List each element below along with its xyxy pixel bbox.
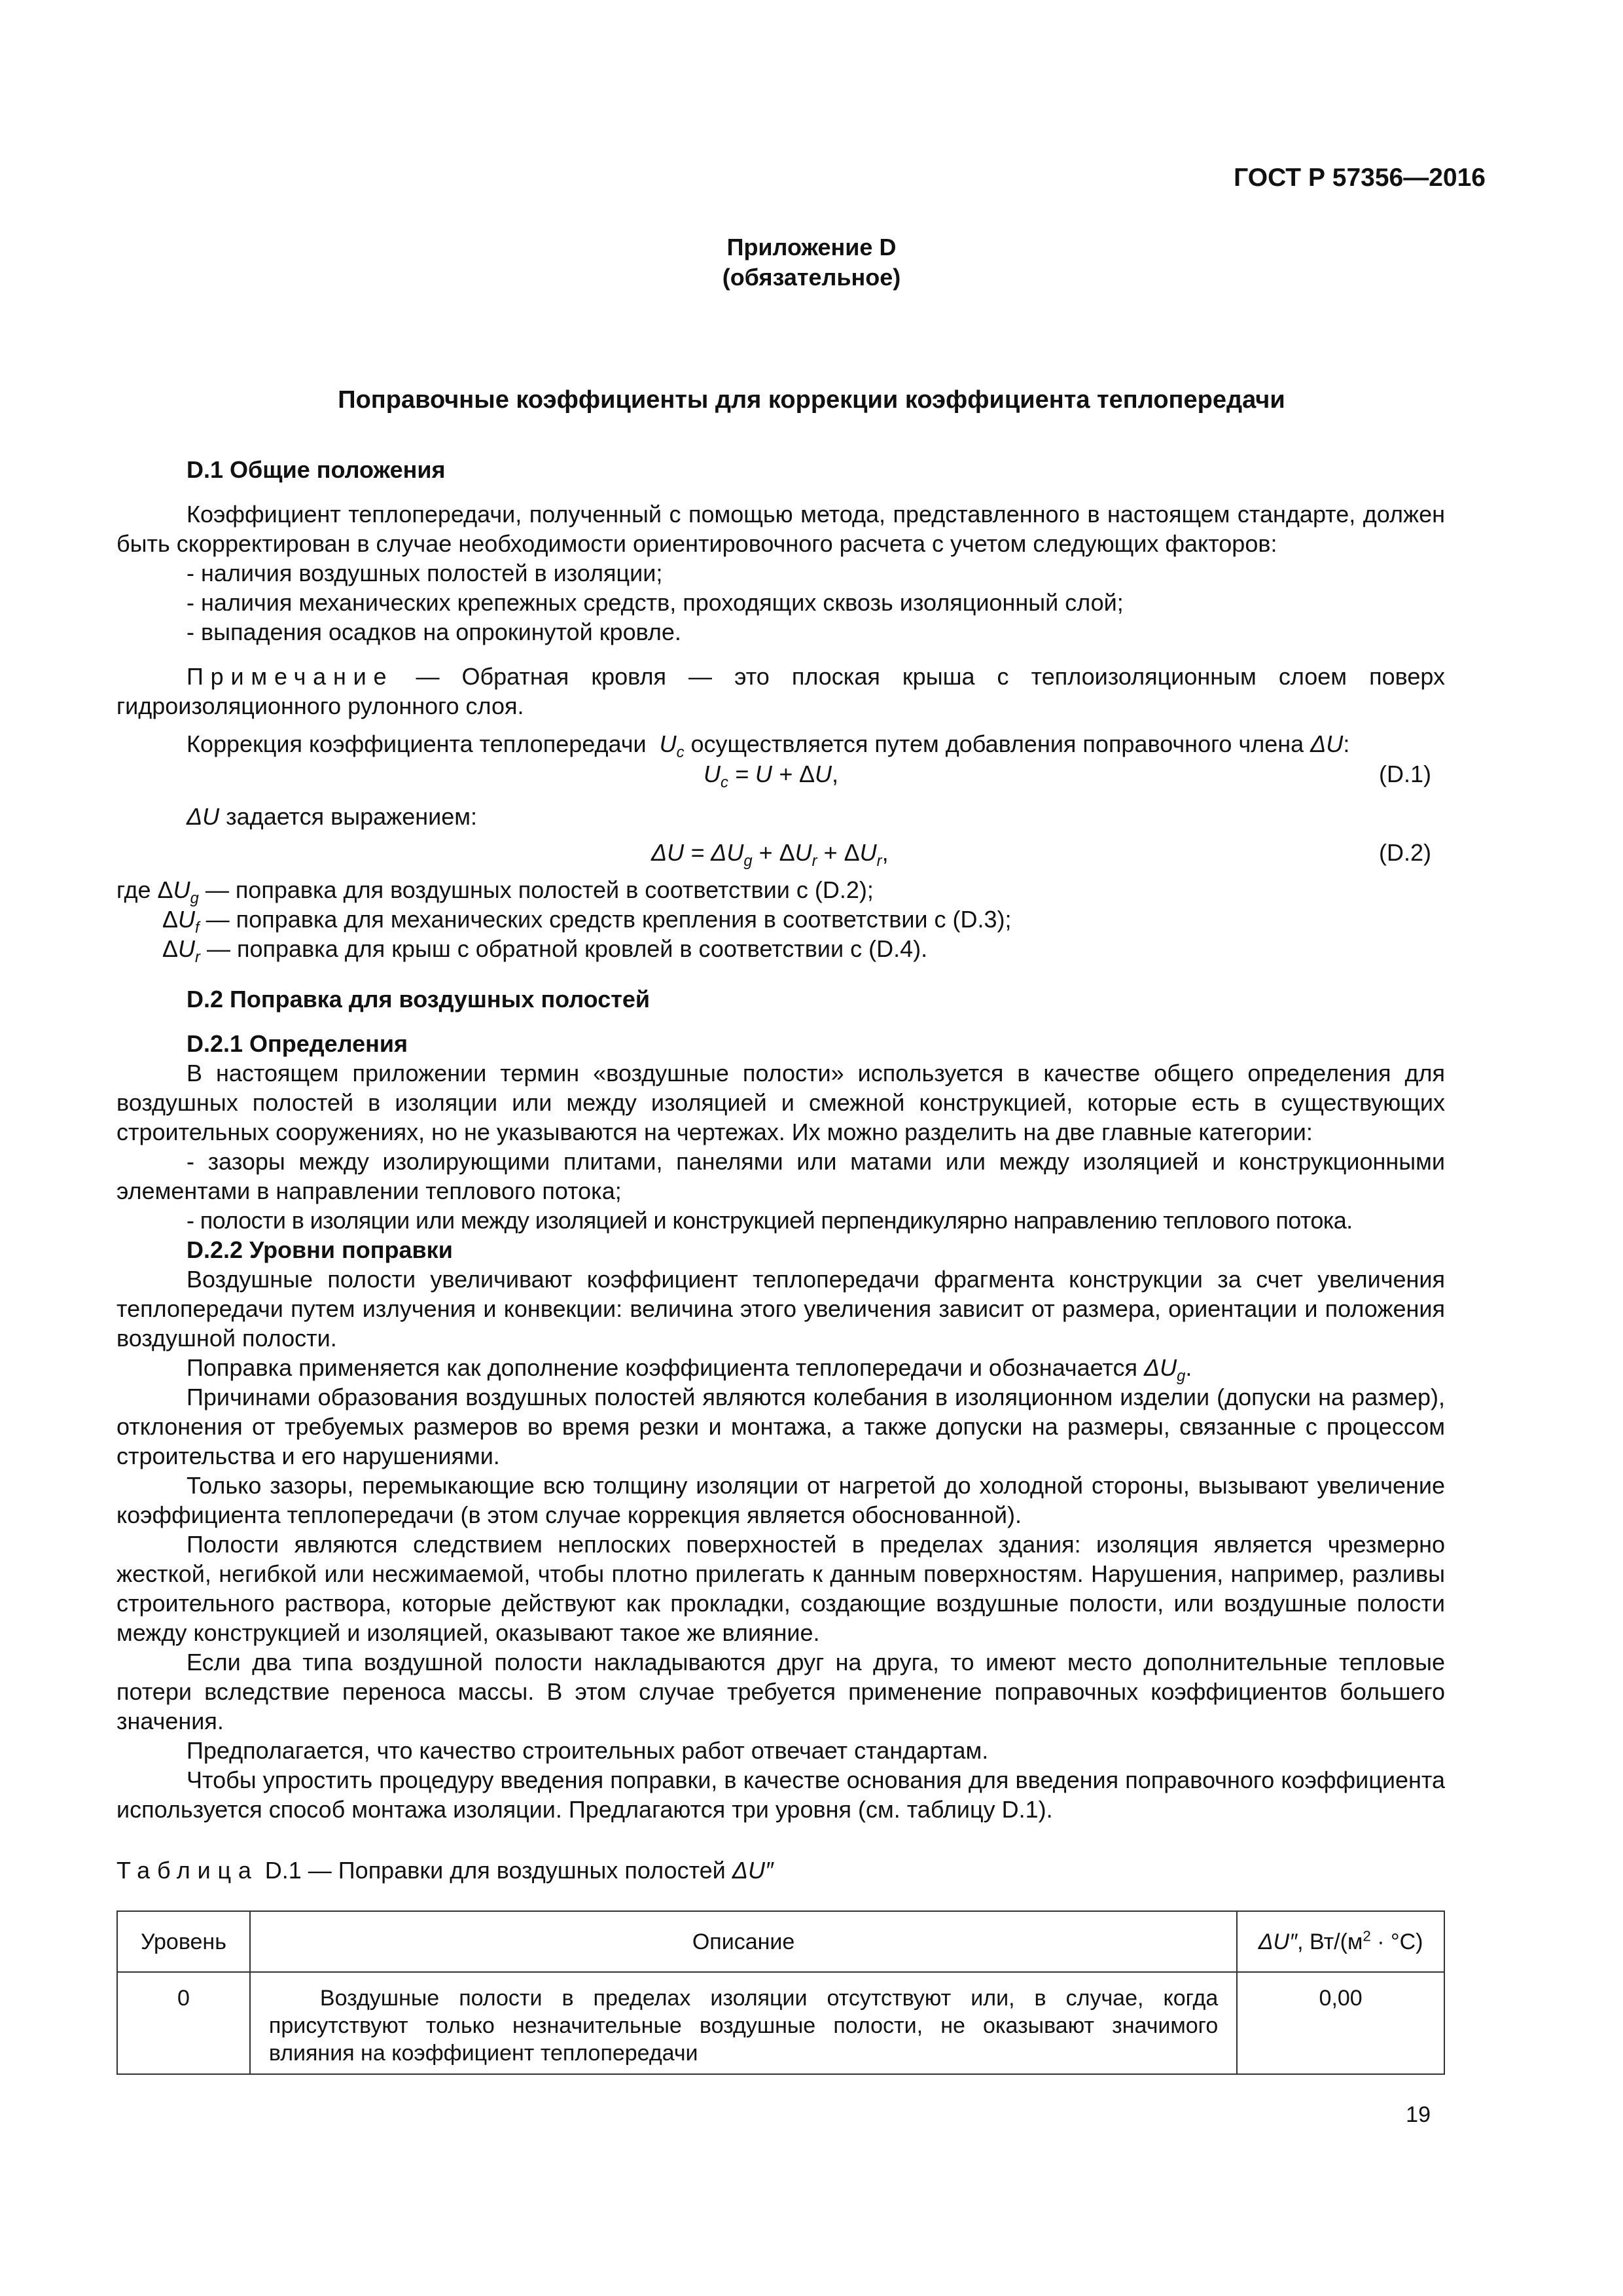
d22-paragraph: Причинами образования воздушных полостей являются колебания в изоляционном изделии (допуски на размер), отклонения от требуемых размеров во время резки и монтажа, а также допуски на размеры, связанные с процессом строительства и его нарушениями. [116, 1384, 1445, 1469]
annex-header [0, 232, 1623, 293]
note-text: — Обратная кровля — это плоская крыша с теплоизоляционным слоем поверх гидроизоляционного рулонного слоя. [116, 663, 1445, 719]
formula-subscript: g [743, 852, 753, 870]
where-prefix: где Δ [116, 876, 173, 903]
formula-variable: U [794, 839, 812, 866]
section-d21-heading: D.2.1 Определения [187, 1030, 408, 1057]
cell-value: 0,00 [1237, 1972, 1444, 2074]
table-caption-label: Таблица [116, 1857, 259, 1884]
formula-variable: U [726, 839, 744, 866]
d22-paragraph: Воздушные полости увеличивают коэффициент теплопередачи фрагмента конструкции за счет увеличения теплопередачи путем излучения и конвекции: величина этого увеличения зависит от размера, ориентации и положения воздушной полости. [116, 1266, 1445, 1352]
formula-d2 [651, 839, 889, 870]
formula-d2-number: (D.2) [1379, 839, 1431, 866]
header-level: Уровень [117, 1911, 250, 1972]
formula-d1 [704, 761, 838, 792]
header-value [1237, 1911, 1444, 1972]
formula-symbol: ΔU [1310, 730, 1344, 757]
d1-list-item: - наличия воздушных полостей в изоляции; [187, 560, 663, 586]
d1-intro-paragraph: Коэффициент теплопередачи, полученный с помощью метода, представленного в настоящем стандарте, должен быть скорректирован в случае необходимости ориентировочного расчета с учетом следующих факторов: [116, 501, 1445, 557]
d1-list-item: - наличия механических крепежных средств, проходящих сквозь изоляционный слой; [187, 589, 1124, 616]
formula-symbol: Δ [798, 761, 815, 787]
annex-heading: Поправочные коэффициенты для коррекции коэффициента теплопередачи [338, 386, 1285, 414]
cell-level: 0 [117, 1972, 250, 2074]
d1-correction-paragraph: Коррекция коэффициента теплопередачи $U_c$ осуществляется путем добавления поправочного члена ΔU: [187, 730, 1350, 762]
formula-subscript: r [876, 852, 882, 870]
section-d2-heading: D.2 Поправка для воздушных полостей [187, 986, 650, 1013]
d21-intro-paragraph: В настоящем приложении термин «воздушные полости» используется в качестве общего определения для воздушных полостей в изоляции или между изоляцией и смежной конструкцией, которые есть в существующих строительных сооружениях, но не указываются на чертежах. Их можно разделить на две главные категории: [116, 1060, 1445, 1145]
table-caption [116, 1856, 774, 1885]
d22-paragraph [187, 1353, 1192, 1386]
formula-text: , [882, 839, 889, 866]
annex-title: Приложение D [726, 234, 897, 260]
table-caption-symbol: ΔU″ [732, 1857, 774, 1884]
formula-variable: U [1160, 1354, 1177, 1381]
header-value-tail: · °С) [1370, 1929, 1423, 1954]
formula-variable: U [178, 935, 196, 962]
du-definition-line [187, 802, 477, 831]
annex-status: (обязательное) [722, 264, 901, 291]
formula-variable: U [659, 730, 677, 757]
d22-paragraph: Чтобы упростить процедуру введения поправки, в качестве основания для введения поправочного коэффициента используется способ монтажа изоляции. Предлагаются три уровня (см. таблицу D.1). [116, 1767, 1445, 1823]
where-text: — поправка для крыш с обратной кровлей в соответствии с (D.4). [200, 935, 928, 962]
document-code: ГОСТ Р 57356—2016 [1234, 164, 1486, 192]
cell-description: Воздушные полости в пределах изоляции отсутствуют или, в случае, когда присутствуют только незначительные воздушные полости, не оказывают значимого влияния на коэффициент теплопередачи [250, 1972, 1237, 2074]
formula-text: = U + [728, 761, 799, 787]
formula-subscript: c [721, 774, 728, 792]
formula-text: + Δ [752, 839, 795, 866]
formula-subscript: f [195, 919, 200, 937]
where-line [162, 934, 928, 967]
formula-text: , [831, 761, 838, 787]
correction-text: Коррекция коэффициента теплопередачи [187, 730, 647, 757]
section-d1-heading: D.1 Общие положения [187, 456, 446, 483]
formula-subscript: r [195, 948, 200, 967]
table-header-row [117, 1911, 1444, 1972]
d21-list-item: - зазоры между изолирующими плитами, панелями или матами или между изоляцией и конструкционными элементами в направлении теплового потока; [116, 1148, 1445, 1204]
formula-variable: U [814, 761, 832, 787]
formula-variable: U [859, 839, 877, 866]
formula-variable: U [704, 761, 721, 787]
formula-symbol: Δ [1144, 1354, 1160, 1381]
du-text: задается выражением: [219, 803, 478, 830]
d21-list-item: - полости в изоляции или между изоляцией и конструкцией перпендикулярно направлению теплового потока. [187, 1207, 1353, 1234]
where-text: — поправка для механических средств крепления в соответствии с (D.3); [199, 906, 1012, 933]
formula-variable: U [173, 876, 190, 903]
formula-symbol: ΔU [187, 803, 220, 830]
note-label: Примечание [187, 663, 394, 690]
table-row [117, 1972, 1444, 2074]
where-prefix: Δ [162, 906, 179, 933]
paragraph-text: Поправка применяется как дополнение коэффициента теплопередачи и обозначается [187, 1354, 1137, 1381]
table-d1 [116, 1910, 1445, 2075]
formula-d1-number: (D.1) [1379, 761, 1431, 787]
header-value-sup: 2 [1363, 1928, 1371, 1945]
formula-variable: U [178, 906, 196, 933]
d1-note [116, 662, 1445, 721]
page-number: 19 [1406, 2102, 1431, 2127]
where-line [116, 875, 874, 908]
header-value-symbol: ΔU″ [1258, 1929, 1298, 1954]
formula-subscript: c [676, 744, 685, 762]
where-text: — поправка для воздушных полостей в соответствии с (D.2); [198, 876, 874, 903]
header-value-unit: , Вт/(м [1297, 1929, 1363, 1954]
formula-text: + Δ [817, 839, 860, 866]
d22-paragraph: Полости являются следствием неплоских поверхностей в пределах здания: изоляция является чрезмерно жесткой, негибкой или несжимаемой, чтобы плотно прилегать к данным поверхностям. Нарушения, например, разливы строительного раствора, которые действуют как прокладки, создающие воздушные полости, или воздушные полости между конструкцией и изоляцией, оказывают такое же влияние. [116, 1531, 1445, 1646]
d22-paragraph: Только зазоры, перемыкающие всю толщину изоляции от нагретой до холодной стороны, вызывают увеличение коэффициента теплопередачи (в этом случае коррекция является обоснованной). [116, 1472, 1445, 1528]
where-line [162, 905, 1012, 937]
formula-subscript: g [190, 889, 199, 908]
paragraph-text: . [1185, 1354, 1192, 1381]
header-description: Описание [250, 1911, 1237, 1972]
table-caption-text: D.1 — Поправки для воздушных полостей [258, 1857, 732, 1884]
section-d22-heading: D.2.2 Уровни поправки [187, 1236, 453, 1263]
correction-text: осуществляется путем добавления поправочного члена [690, 730, 1304, 757]
formula-text: ΔU = Δ [651, 839, 727, 866]
d22-paragraph: Если два типа воздушной полости накладываются друг на друга, то имеют место дополнительные тепловые потери вследствие переноса массы. В этом случае требуется применение поправочных коэффициентов большего значения. [116, 1649, 1445, 1734]
d1-list-item: - выпадения осадков на опрокинутой кровле. [187, 619, 681, 645]
formula-subscript: g [1177, 1367, 1186, 1386]
where-prefix: Δ [162, 935, 179, 962]
d22-paragraph: Предполагается, что качество строительных работ отвечает стандартам. [187, 1737, 989, 1764]
formula-subscript: r [812, 852, 817, 870]
